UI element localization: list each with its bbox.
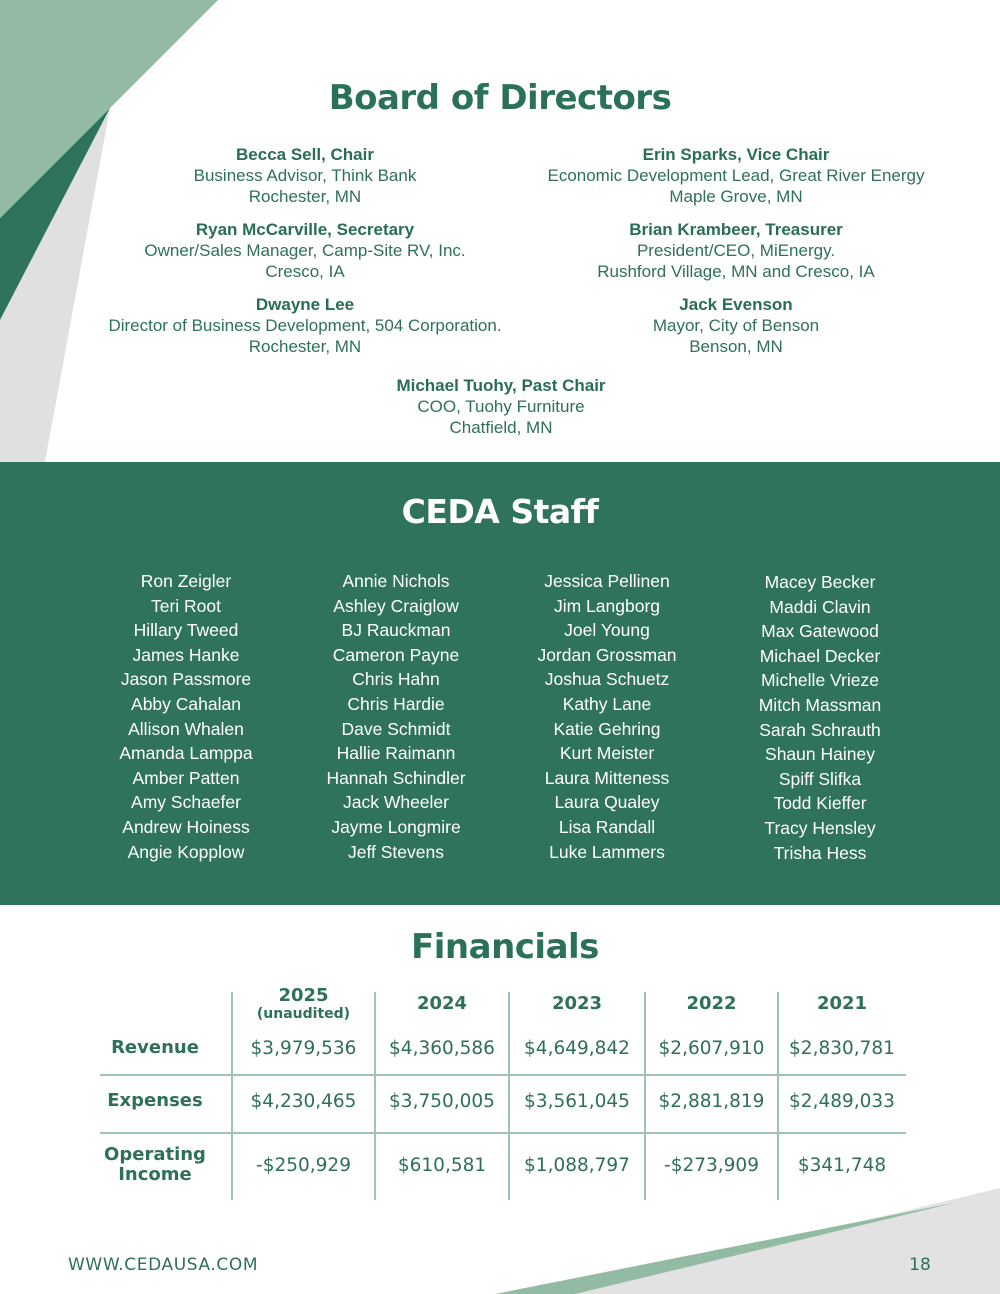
staff-member: Lisa Randall (558, 816, 656, 837)
page-number: 18 (909, 1255, 931, 1275)
director-entry (80, 294, 530, 357)
staff-member: Spiff Slifka (778, 768, 862, 789)
year-label: 2024 (416, 992, 468, 1014)
director-entry (105, 219, 505, 282)
value-cell: $3,979,536 (250, 1037, 357, 1059)
staff-column (291, 569, 501, 864)
staff-member: Macey Becker (764, 572, 876, 592)
staff-member: Allison Whalen (128, 718, 244, 739)
value-cell: $2,607,910 (658, 1037, 765, 1059)
year-label: 2022 (686, 992, 737, 1014)
year-header (375, 982, 509, 1024)
year-note: (unaudited) (256, 1005, 351, 1022)
row-label: Revenue (111, 1037, 199, 1058)
staff-member: Jessica Pellinen (544, 571, 670, 591)
staff-title: CEDA Staff (401, 492, 599, 531)
staff-member: Trisha Hess (773, 842, 867, 863)
director-role: Economic Development Lead, Great River Energy (547, 166, 925, 185)
staff-member: Luke Lammers (549, 841, 665, 862)
staff-member: Amy Schaefer (131, 792, 241, 813)
value-cell: $2,489,033 (789, 1090, 895, 1112)
staff-member: Laura Qualey (554, 792, 660, 813)
value-cell: $2,881,819 (658, 1090, 765, 1112)
value-cell: -$250,929 (256, 1154, 351, 1176)
value-cell: $3,561,045 (524, 1090, 630, 1112)
table-column-rule (777, 992, 779, 1200)
director-location: Cresco, IA (265, 262, 345, 281)
year-header (645, 982, 778, 1024)
table-row-rule (100, 1132, 906, 1134)
staff-member: Annie Nichols (342, 571, 450, 591)
director-entry (520, 144, 952, 207)
staff-member: Jason Passmore (120, 669, 252, 690)
staff-column (715, 570, 925, 865)
year-header (778, 982, 906, 1024)
staff-member: Tracy Hensley (764, 817, 876, 838)
director-entry (300, 375, 702, 438)
director-role: Mayor, City of Benson (652, 316, 820, 335)
director-location: Rochester, MN (248, 337, 362, 356)
staff-member: Amanda Lamppa (119, 743, 253, 764)
value-cell: $341,748 (797, 1154, 887, 1176)
staff-member: Michael Decker (759, 645, 881, 666)
table-column-rule (374, 992, 376, 1200)
director-name: Brian Krambeer, Treasurer (629, 220, 843, 239)
value-cell: $610,581 (397, 1154, 487, 1176)
staff-member: Laura Mitteness (544, 767, 670, 788)
value-cell: $3,750,005 (389, 1090, 495, 1112)
director-entry (520, 219, 952, 282)
staff-member: Jeff Stevens (348, 841, 444, 862)
staff-member: Maddi Clavin (769, 596, 871, 617)
value-cell: $1,088,797 (524, 1154, 630, 1176)
row-label: Expenses (107, 1090, 203, 1111)
year-label: 2025 (278, 984, 329, 1006)
financials-table (100, 982, 906, 1202)
staff-member: Katie Gehring (553, 718, 661, 739)
staff-member: Abby Cahalan (131, 693, 241, 714)
staff-member: Dave Schmidt (341, 718, 451, 739)
director-entry (520, 294, 952, 357)
staff-member: Kurt Meister (559, 743, 655, 764)
director-location: Maple Grove, MN (669, 187, 803, 206)
year-label: 2021 (816, 992, 868, 1014)
staff-member: Hallie Raimann (336, 743, 456, 764)
staff-member: Chris Hardie (347, 693, 445, 714)
director-name: Michael Tuohy, Past Chair (396, 376, 606, 395)
year-header (232, 982, 375, 1024)
director-location: Chatfield, MN (449, 418, 553, 437)
director-role: COO, Tuohy Furniture (417, 397, 585, 416)
staff-member: Todd Kieffer (773, 793, 867, 814)
director-role: Owner/Sales Manager, Camp-Site RV, Inc. (144, 241, 466, 260)
staff-member: Jim Langborg (553, 595, 661, 616)
staff-member: Kathy Lane (562, 693, 652, 714)
director-role: Business Advisor, Think Bank (193, 166, 417, 185)
staff-member: Teri Root (150, 595, 222, 616)
value-cell: -$273,909 (664, 1154, 759, 1176)
director-name: Becca Sell, Chair (236, 145, 374, 164)
staff-member: Joshua Schuetz (544, 669, 670, 690)
staff-member: Cameron Payne (332, 644, 460, 665)
director-name: Dwayne Lee (255, 295, 355, 314)
footer-website: WWW.CEDAUSA.COM (68, 1255, 259, 1275)
director-role: President/CEO, MiEnergy. (636, 241, 836, 260)
staff-member: Ashley Craiglow (333, 595, 459, 616)
staff-member: Max Gatewood (761, 621, 879, 642)
financials-title: Financials (411, 927, 599, 967)
value-cell: $4,649,842 (524, 1037, 630, 1059)
staff-member: Hannah Schindler (326, 767, 466, 788)
value-cell: $4,230,465 (250, 1090, 357, 1112)
staff-member: Mitch Massman (758, 694, 882, 715)
staff-member: Jayme Longmire (331, 816, 461, 837)
staff-column (502, 569, 712, 864)
director-name: Jack Evenson (679, 295, 793, 314)
staff-member: James Hanke (132, 644, 240, 665)
staff-member: Shaun Hainey (765, 744, 875, 765)
staff-member: Michelle Vrieze (760, 670, 879, 691)
table-column-rule (508, 992, 510, 1200)
board-title: Board of Directors (328, 78, 672, 118)
staff-member: Andrew Hoiness (122, 816, 250, 837)
director-location: Benson, MN (689, 337, 783, 356)
director-entry (105, 144, 505, 207)
row-label: Operating Income (104, 1144, 206, 1185)
director-name: Erin Sparks, Vice Chair (642, 145, 830, 164)
staff-member: Angie Kopplow (127, 841, 245, 862)
staff-member: Ron Zeigler (140, 571, 232, 591)
staff-member: Jack Wheeler (342, 792, 449, 813)
director-location: Rochester, MN (248, 187, 362, 206)
staff-member: Jordan Grossman (537, 644, 677, 665)
table-column-rule (231, 992, 233, 1200)
value-cell: $4,360,586 (389, 1037, 495, 1059)
director-name: Ryan McCarville, Secretary (195, 220, 415, 239)
staff-member: BJ Rauckman (341, 620, 451, 641)
year-label: 2023 (551, 992, 603, 1014)
staff-member: Amber Patten (132, 767, 240, 788)
year-header (509, 982, 645, 1024)
value-cell: $2,830,781 (789, 1037, 895, 1059)
director-role: Director of Business Development, 504 Corporation. (108, 316, 502, 335)
staff-column (81, 569, 291, 864)
staff-member: Hillary Tweed (133, 620, 239, 641)
staff-member: Chris Hahn (352, 669, 440, 690)
table-row-rule (100, 1074, 906, 1076)
staff-member: Sarah Schrauth (759, 719, 881, 740)
staff-member: Joel Young (564, 620, 650, 641)
director-location: Rushford Village, MN and Cresco, IA (597, 262, 875, 281)
table-column-rule (644, 992, 646, 1200)
